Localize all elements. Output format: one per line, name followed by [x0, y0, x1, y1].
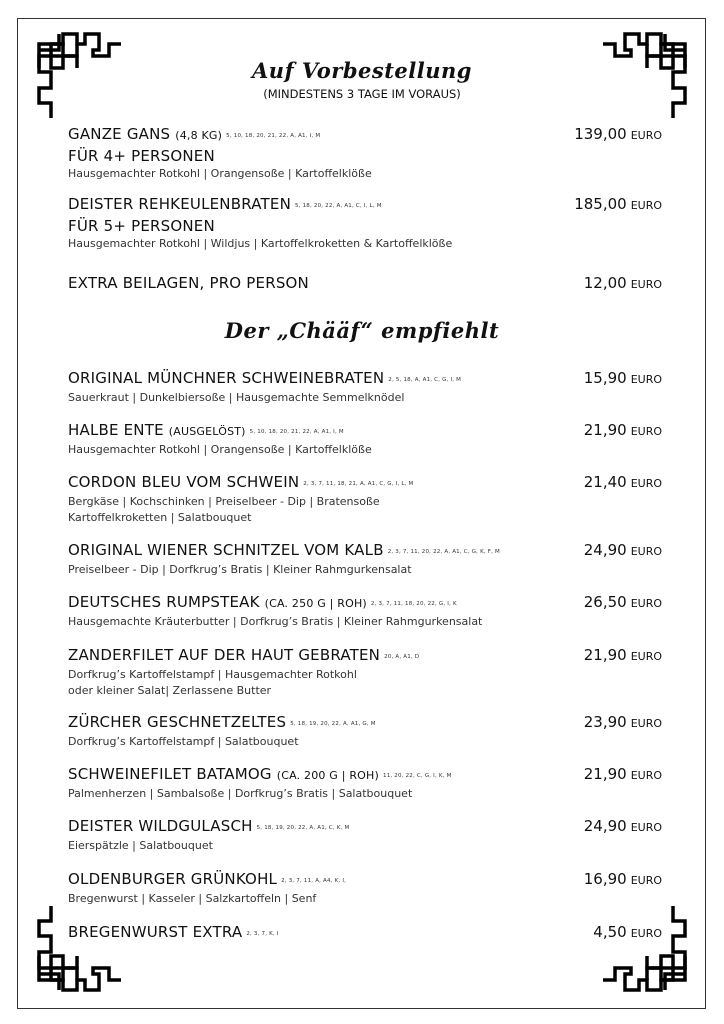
- item-name: [68, 540, 664, 562]
- item-name: [68, 592, 664, 614]
- currency: EURO: [630, 927, 662, 940]
- item-title: SCHWEINEFILET BATAMOG: [68, 765, 272, 783]
- item-price: [584, 869, 662, 891]
- currency: EURO: [630, 477, 662, 490]
- item-description: Dorfkrug’s Kartoffelstampf | Hausgemachter Rotkohl: [68, 668, 357, 681]
- allergen-codes: 5, 10, 18, 20, 21, 22, A, A1, I, M: [226, 133, 321, 139]
- menu-item: [68, 764, 664, 802]
- menu-item: [68, 420, 664, 458]
- item-size: (CA. 200 G | ROH): [276, 769, 379, 782]
- item-price: [574, 124, 662, 146]
- price-value: 16,90: [583, 870, 627, 888]
- menu-item: [68, 540, 664, 578]
- item-price: [584, 472, 662, 494]
- item-description: Eierspätzle | Salatbouquet: [68, 839, 213, 852]
- price-value: 4,50: [593, 923, 627, 941]
- currency: EURO: [630, 769, 662, 782]
- item-name: [68, 273, 664, 293]
- menu-item: [68, 124, 664, 182]
- currency: EURO: [630, 717, 662, 730]
- currency: EURO: [630, 545, 662, 558]
- currency: EURO: [630, 650, 662, 663]
- item-description: oder kleiner Salat| Zerlassene Butter: [68, 684, 272, 697]
- item-serving: FÜR 5+ PERSONEN: [68, 217, 215, 235]
- item-description: Bergkäse | Kochschinken | Preiselbeer - Dip | Bratensoße: [68, 495, 380, 508]
- item-description: Preiselbeer - Dip | Dorfkrug’s Bratis | Kleiner Rahmgurkensalat: [68, 563, 412, 576]
- item-price: [584, 645, 662, 667]
- item-title: BREGENWURST EXTRA: [68, 923, 243, 941]
- item-price: [584, 592, 662, 614]
- corner-ornament-icon: [599, 904, 691, 996]
- item-name: [68, 869, 664, 891]
- menu-item: [68, 273, 664, 293]
- price-value: 185,00: [574, 195, 627, 213]
- item-description: Bregenwurst | Kasseler | Salzkartoffeln | Senf: [68, 892, 317, 905]
- item-title: EXTRA BEILAGEN, PRO PERSON: [68, 274, 309, 292]
- currency: EURO: [630, 874, 662, 887]
- price-value: 139,00: [574, 125, 627, 143]
- item-title: DEISTER REHKEULENBRATEN: [68, 195, 291, 213]
- item-price: [584, 368, 662, 390]
- allergen-codes: 20, A, A1, D: [384, 654, 420, 660]
- item-title: GANZE GANS: [68, 125, 171, 143]
- menu-item: [68, 645, 664, 699]
- menu-item: [68, 368, 664, 406]
- price-value: 21,90: [583, 421, 627, 439]
- price-value: 24,90: [583, 817, 627, 835]
- allergen-codes: 2, 3, 7, 11, 20, 22, A, A1, C, G, K, F, M: [387, 549, 500, 555]
- item-title: DEUTSCHES RUMPSTEAK: [68, 593, 260, 611]
- currency: EURO: [630, 278, 662, 291]
- item-description: Sauerkraut | Dunkelbiersoße | Hausgemachte Semmelknödel: [68, 391, 405, 404]
- allergen-codes: 2, 3, 7, K, I: [246, 931, 279, 937]
- price-value: 26,50: [583, 593, 627, 611]
- item-title: ORIGINAL MÜNCHNER SCHWEINEBRATEN: [68, 369, 385, 387]
- currency: EURO: [630, 373, 662, 386]
- allergen-codes: 2, 3, 7, 11, 18, 20, 22, G, I, K: [370, 601, 457, 607]
- item-description: Hausgemachte Kräuterbutter | Dorfkrug’s Bratis | Kleiner Rahmgurkensalat: [68, 615, 483, 628]
- item-name: [68, 368, 664, 390]
- item-name: [68, 922, 664, 944]
- section-title-preorder: Auf Vorbestellung: [252, 58, 472, 83]
- item-description: Kartoffelkroketten | Salatbouquet: [68, 511, 252, 524]
- menu-item: [68, 712, 664, 750]
- menu-item: [68, 194, 664, 252]
- item-description: Dorfkrug’s Kartoffelstampf | Salatbouquet: [68, 735, 299, 748]
- item-price: [584, 712, 662, 734]
- item-name: [68, 712, 664, 734]
- item-description: Hausgemachter Rotkohl | Wildjus | Kartoffelkroketten & Kartoffelklöße: [68, 237, 453, 250]
- section-subtitle: (MINDESTENS 3 TAGE IM VORAUS): [263, 87, 461, 101]
- item-serving: FÜR 4+ PERSONEN: [68, 147, 215, 165]
- item-name: [68, 764, 664, 786]
- allergen-codes: 2, 3, 7, 11, A, A4, K, I,: [281, 878, 347, 884]
- item-price: [574, 194, 662, 216]
- item-title: ORIGINAL WIENER SCHNITZEL VOM KALB: [68, 541, 384, 559]
- item-name: [68, 472, 664, 494]
- item-price: [584, 273, 662, 295]
- allergen-codes: 5, 18, 19, 20, 22, A, A1, G, M: [290, 721, 376, 727]
- currency: EURO: [630, 129, 662, 142]
- item-title: DEISTER WILDGULASCH: [68, 817, 253, 835]
- menu-item: [68, 922, 664, 944]
- item-description: Palmenherzen | Sambalsoße | Dorfkrug’s Bratis | Salatbouquet: [68, 787, 413, 800]
- price-value: 21,90: [583, 765, 627, 783]
- item-title: ZÜRCHER GESCHNETZELTES: [68, 713, 287, 731]
- item-price: [593, 922, 662, 944]
- allergen-codes: 5, 18, 20, 22, A, A1, C, I, L, M: [295, 203, 382, 209]
- allergen-codes: 5, 18, 19, 20, 22, A, A1, C, K, M: [256, 825, 350, 831]
- price-value: 24,90: [583, 541, 627, 559]
- price-value: 23,90: [583, 713, 627, 731]
- allergen-codes: 2, 3, 7, 11, 18, 21, A, A1, C, G, I, L, M: [303, 481, 414, 487]
- item-size: (AUSGELÖST): [168, 425, 246, 438]
- allergen-codes: 11, 20, 22, C, G, I, K, M: [383, 773, 452, 779]
- currency: EURO: [630, 425, 662, 438]
- allergen-codes: 5, 10, 18, 20, 21, 22, A, A1, I, M: [249, 429, 344, 435]
- price-value: 15,90: [583, 369, 627, 387]
- item-name: [68, 645, 664, 667]
- item-title: CORDON BLEU VOM SCHWEIN: [68, 473, 300, 491]
- item-name: [68, 816, 664, 838]
- item-price: [584, 420, 662, 442]
- item-title: OLDENBURGER GRÜNKOHL: [68, 870, 278, 888]
- item-title: ZANDERFILET AUF DER HAUT GEBRATEN: [68, 646, 381, 664]
- currency: EURO: [630, 199, 662, 212]
- item-price: [584, 816, 662, 838]
- menu-item: [68, 869, 664, 907]
- item-title: HALBE ENTE: [68, 421, 164, 439]
- allergen-codes: 2, 5, 18, A, A1, C, G, I, M: [388, 377, 462, 383]
- price-value: 21,40: [583, 473, 627, 491]
- menu-item: [68, 472, 664, 526]
- item-price: [584, 764, 662, 786]
- item-size: (CA. 250 G | ROH): [264, 597, 367, 610]
- item-price: [584, 540, 662, 562]
- currency: EURO: [630, 821, 662, 834]
- item-size: (4,8 KG): [175, 129, 223, 142]
- currency: EURO: [630, 597, 662, 610]
- section-title-recommendations: Der „Chääf“ empfiehlt: [224, 318, 500, 343]
- menu-item: [68, 816, 664, 854]
- price-value: 12,00: [583, 274, 627, 292]
- price-value: 21,90: [583, 646, 627, 664]
- item-description: Hausgemachter Rotkohl | Orangensoße | Kartoffelklöße: [68, 167, 372, 180]
- item-description: Hausgemachter Rotkohl | Orangensoße | Kartoffelklöße: [68, 443, 372, 456]
- corner-ornament-icon: [33, 904, 125, 996]
- menu-item: [68, 592, 664, 630]
- item-name: [68, 420, 664, 442]
